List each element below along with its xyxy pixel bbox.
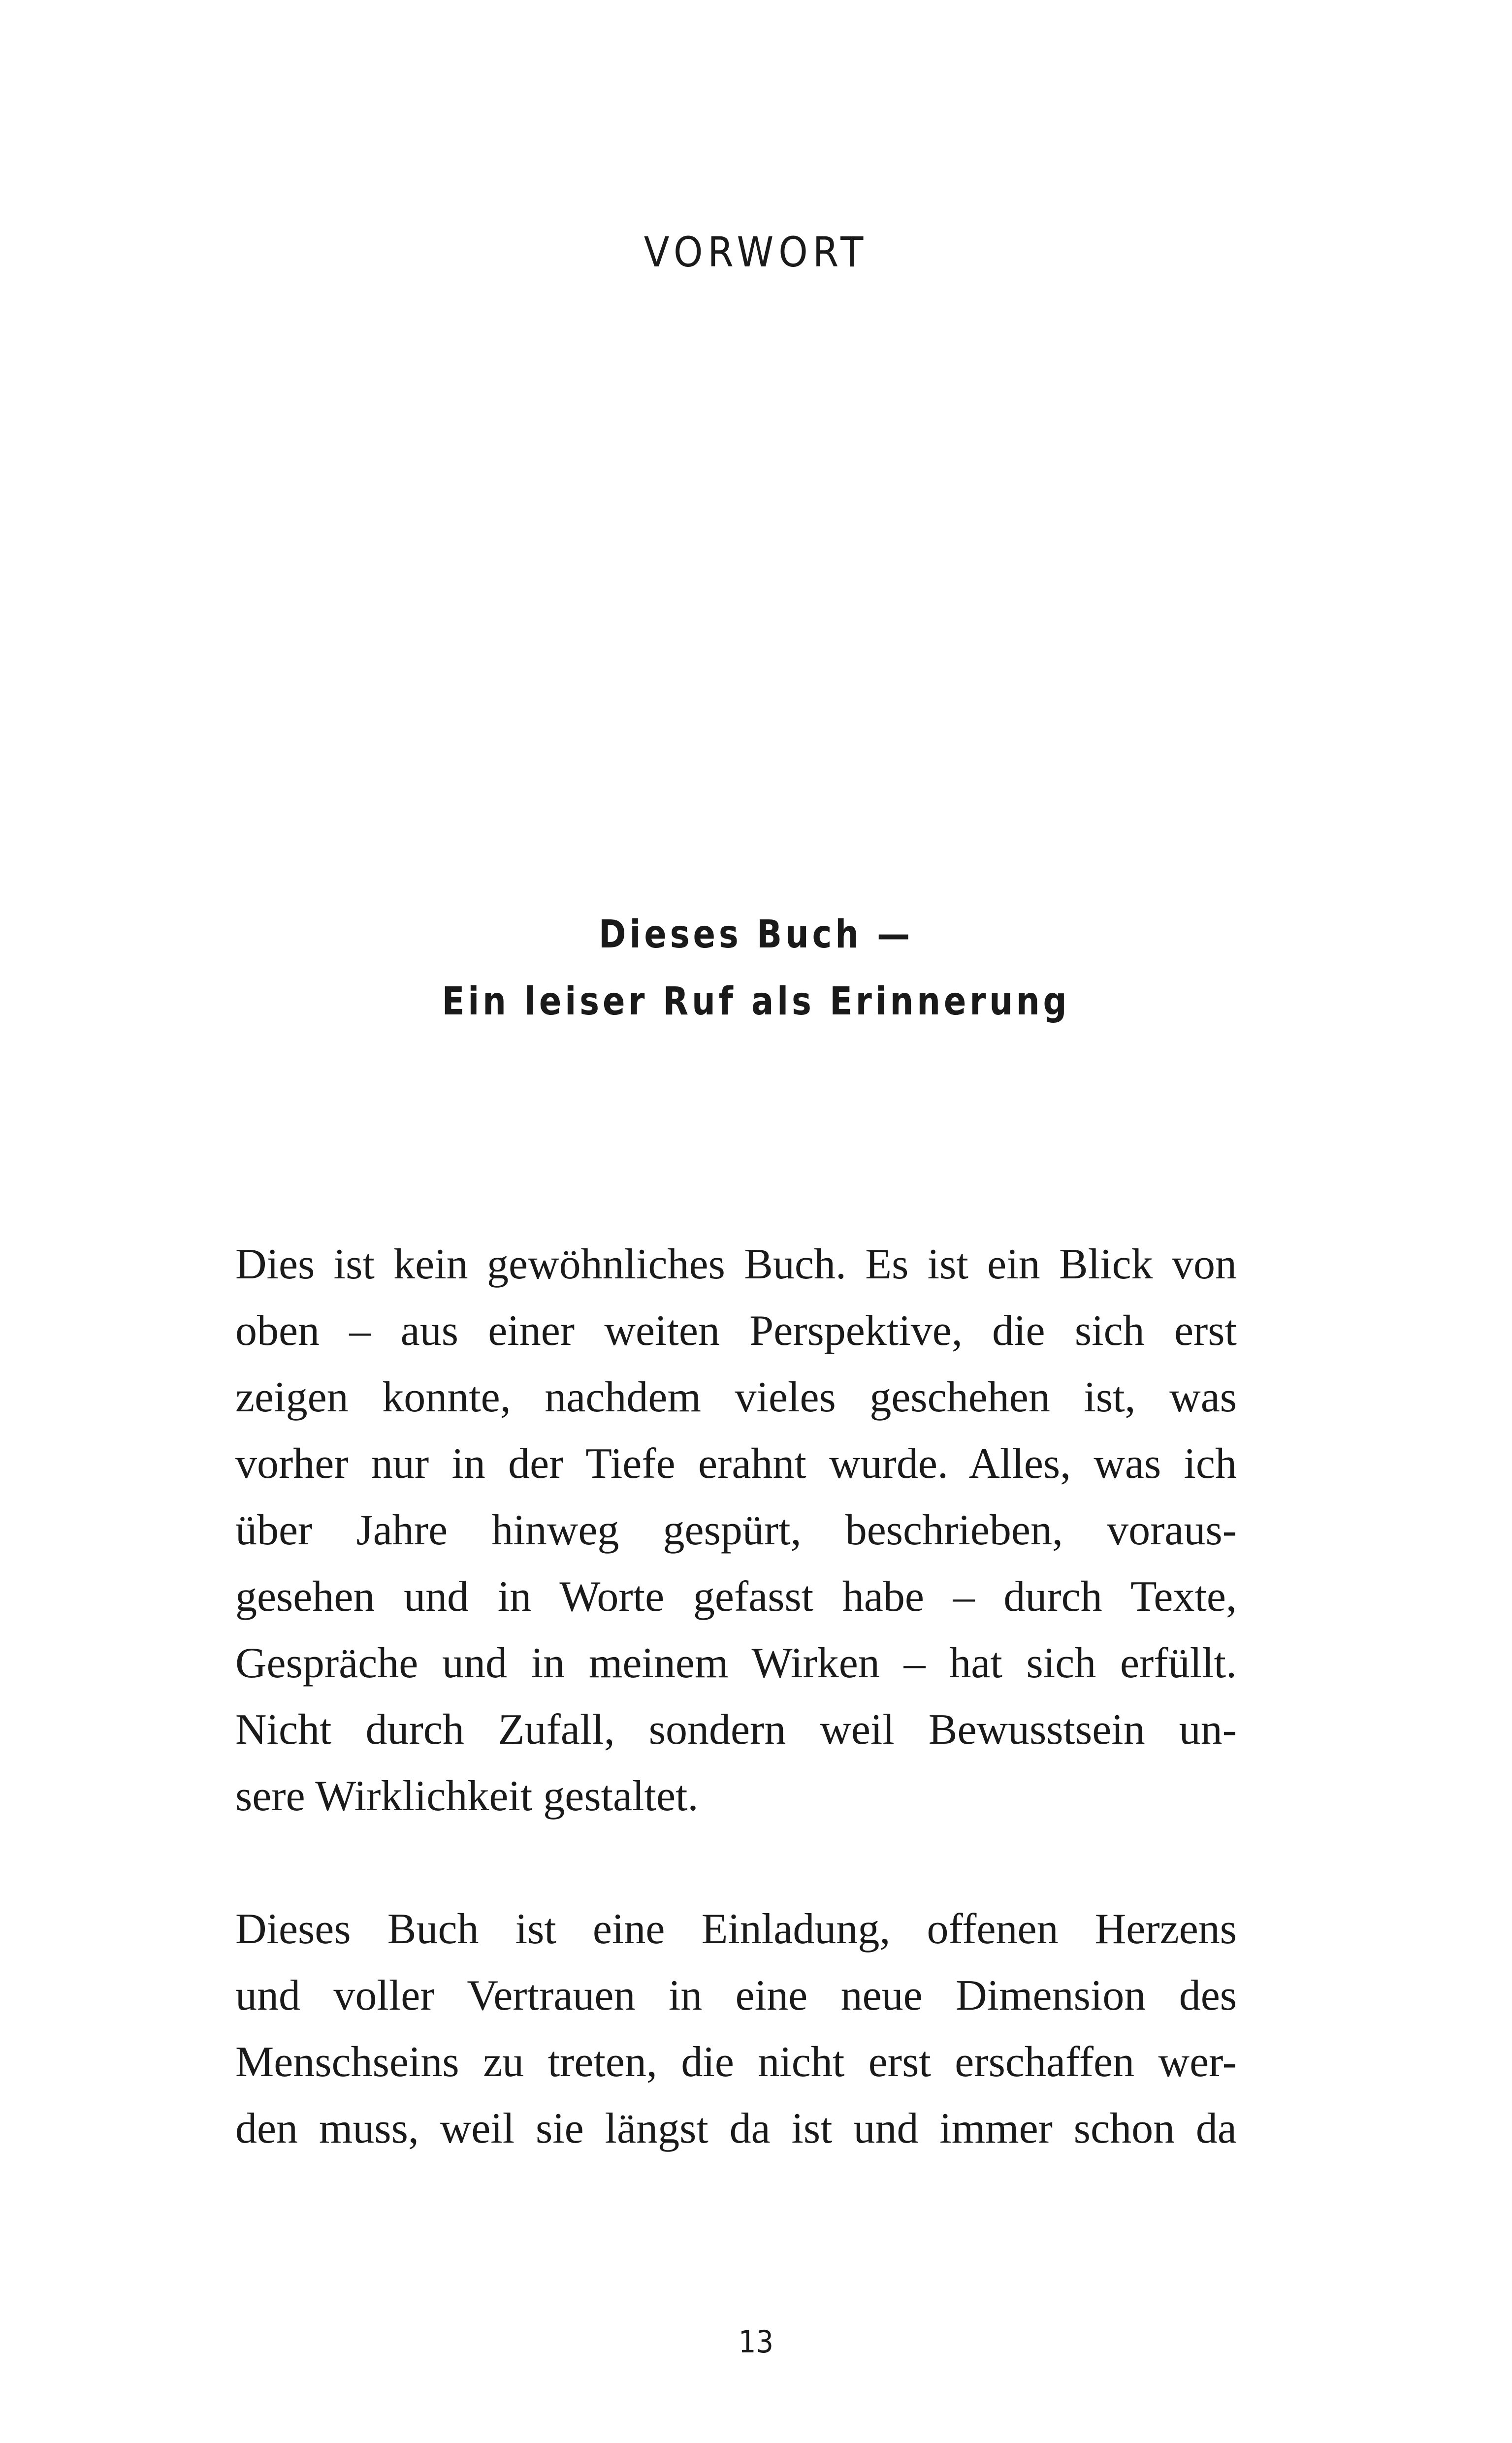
text-line: Nicht durch Zufall, sondern weil Bewusstsein un- [235, 1706, 1237, 1754]
text-line: Menschseins zu treten, die nicht erst erschaffen wer- [235, 2038, 1237, 2086]
text-line: zeigen konnte, nachdem vieles geschehen ist, was [235, 1373, 1237, 1421]
text-line: gesehen und in Worte gefasst habe – durch Texte, [235, 1573, 1237, 1621]
section-label: VORWORT [643, 228, 869, 276]
text-line: sere Wirklichkeit gestaltet. [235, 1772, 699, 1820]
text-line: über Jahre hinweg gespürt, beschrieben, voraus- [235, 1506, 1237, 1554]
heading-line-2: Ein leiser Ruf als Erinnerung [442, 979, 1070, 1024]
chapter-heading [0, 901, 1512, 1035]
body-text [235, 1231, 1237, 2162]
text-line: Gespräche und in meinem Wirken – hat sich erfüllt. [235, 1639, 1237, 1687]
text-line: und voller Vertrauen in eine neue Dimension des [235, 1972, 1237, 2020]
page-number: 13 [739, 2324, 773, 2360]
text-line: Dieses Buch ist eine Einladung, offenen Herzens [235, 1905, 1237, 1953]
paragraph-1 [235, 1231, 1237, 1829]
text-line: Dies ist kein gewöhnliches Buch. Es ist ein Blick von [235, 1240, 1237, 1288]
text-line: vorher nur in der Tiefe erahnt wurde. Alles, was ich [235, 1440, 1237, 1488]
heading-line-1: Dieses Buch — [598, 912, 914, 957]
paragraph-2 [235, 1896, 1237, 2162]
text-line: oben – aus einer weiten Perspektive, die sich erst [235, 1307, 1237, 1355]
text-line: den muss, weil sie längst da ist und immer schon da [235, 2105, 1237, 2152]
